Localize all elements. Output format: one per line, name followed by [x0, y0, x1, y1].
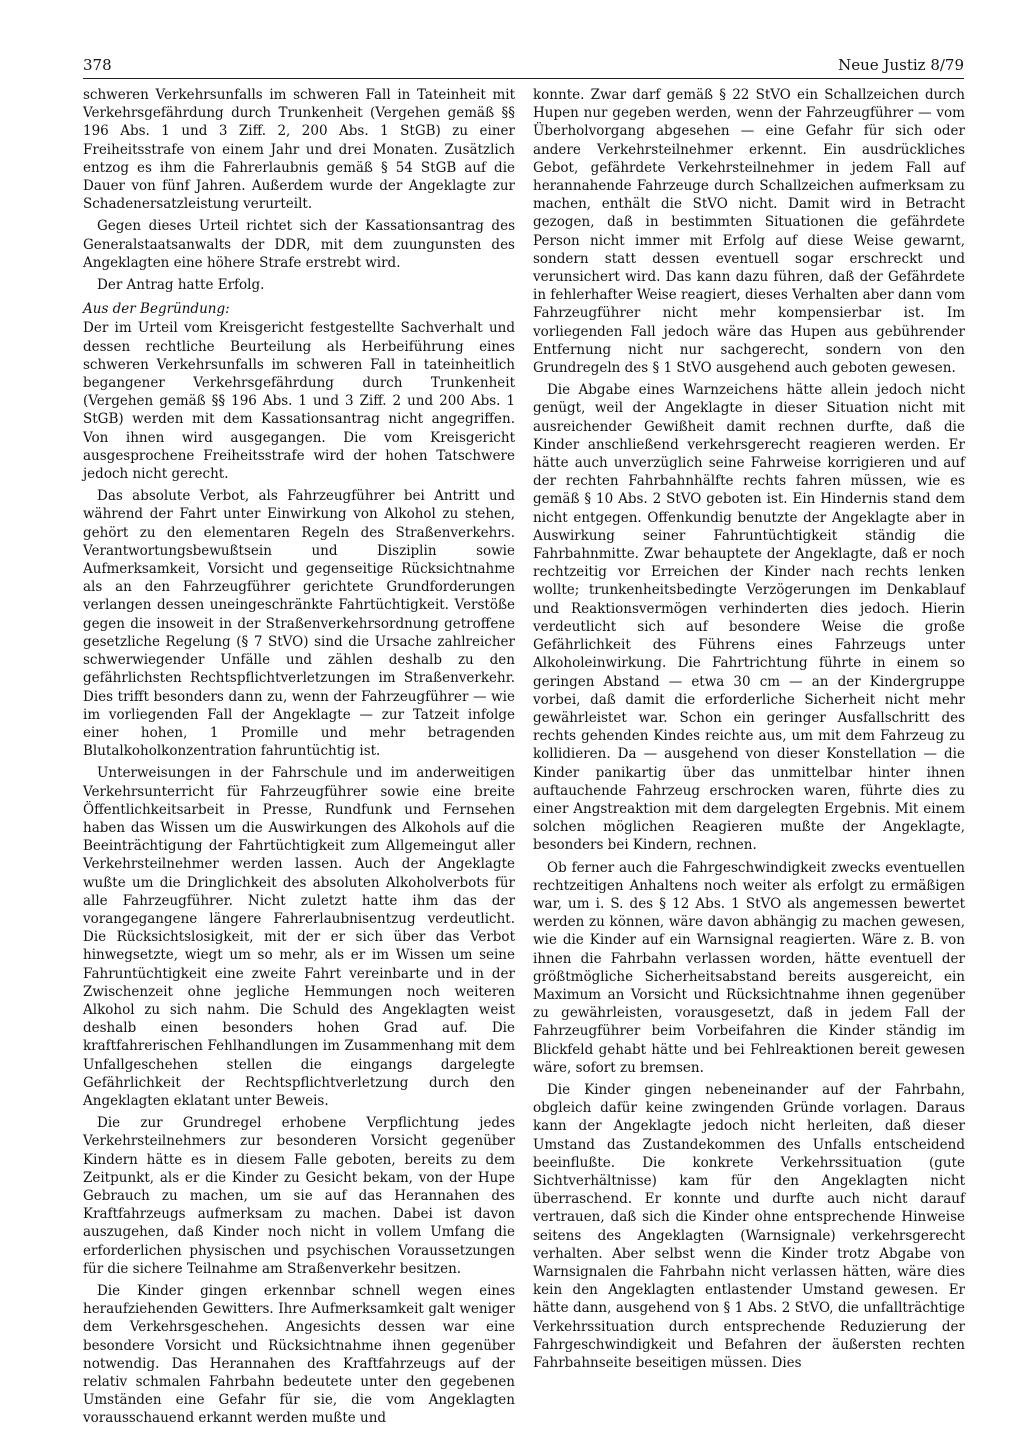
paragraph: schweren Verkehrsunfalls im schweren Fall in Tateinheit mit Verkehrsgefährdung durch Trunkenheit (Vergehen gemäß §§ 196 Abs. 1 und 3 Ziff. 2, 200 Abs. 1 StGB) zu einer Freiheitsstrafe von einem Jahr und drei Monaten. Zusätzlich entzog es ihm die Fahrerlaubnis gemäß § 54 StGB auf die Dauer von fünf Jahren. Außerdem wurde der Angeklagte zur Schadenersatzleistung verurteilt. [83, 87, 515, 213]
paragraph: Gegen dieses Urteil richtet sich der Kassationsantrag des Generalstaatsanwalts der DDR, mit dem zuungunsten des Angeklagten eine höhere Strafe erstrebt wird. [83, 218, 515, 271]
paragraph: konnte. Zwar darf gemäß § 22 StVO ein Schallzeichen durch Hupen nur gegeben werden, wenn der Fahrzeugführer — vom Überholvorgang abgesehen — eine Gefahr für sich oder andere Verkehrsteilnehmer erkennt. Ein ausdrückliches Gebot, gefährdete Verkehrsteilnehmer in jedem Fall auf herannahende Fahrzeuge durch Schallzeichen aufmerksam zu machen, enthält die StVO nicht. Damit wird in Betracht gezogen, daß in bestimmten Situationen die gefährdete Person nicht immer mit Erfolg auf diese Weise gewarnt, sondern statt dessen eventuell sogar erschreckt und verunsichert wird. Das kann dazu führen, daß der Gefährdete in fehlerhafter Weise reagiert, dieses Verhalten aber dann vom Fahrzeugführer nicht mehr kompensierbar ist. Im vorliegenden Fall jedoch wäre das Hupen aus gebührender Entfernung nicht nur sachgerecht, sondern von den Grundregeln des § 1 StVO ausgehend auch geboten gewesen. [533, 87, 965, 377]
paragraph: Der im Urteil vom Kreisgericht festgestellte Sachverhalt und dessen rechtliche Beurteilung als Herbeiführung eines schweren Verkehrsunfalls im schweren Fall in tateinheitlich begangener Verkehrsgefährdung durch Trunkenheit (Vergehen gemäß §§ 196 Abs. 1 und 3 Ziff. 2 und 200 Abs. 1 StGB) werden mit dem Kassationsantrag nicht angegriffen. Von ihnen wird ausgegangen. Die vom Kreisgericht ausgesprochene Freiheitsstrafe wird der hohen Tatschwere jedoch nicht gerecht. [83, 320, 515, 483]
paragraph: Die Kinder gingen erkennbar schnell wegen eines heraufziehenden Gewitters. Ihre Aufmerksamkeit galt weniger dem Verkehrsgeschehen. Angesichts dessen war eine besondere Vorsicht und Rücksichtnahme ihnen gegenüber notwendig. Das Herannahen des Kraftfahrzeugs auf der relativ schmalen Fahrbahn bedeutete unter den gegebenen Umständen eine Gefahr für sie, die vom Angeklagten vorausschauend erkannt werden mußte und [83, 1283, 515, 1427]
section-heading: Aus der Begründung: [83, 301, 230, 318]
right-column [533, 86, 965, 1376]
paragraph: Das absolute Verbot, als Fahrzeugführer bei Antritt und während der Fahrt unter Einwirkung von Alkohol zu stehen, gehört zu den elementaren Regeln des Straßenverkehrs. Verantwortungsbewußtsein und Disziplin sowie Aufmerksamkeit, Vorsicht und gegenseitige Rücksichtnahme als an den Fahrzeugführer gerichtete Grundforderungen verlangen dessen uneingeschränkte Fahrtüchtigkeit. Verstöße gegen die insoweit in der Straßenverkehrsordnung getroffene gesetzliche Regelung (§ 7 StVO) sind die Ursache zahlreicher schwerwiegender Unfälle und zählen deshalb zu den gefährlichsten Rechtspflichtverletzungen im Straßenverkehr. Dies trifft besonders dann zu, wenn der Fahrzeugführer — wie im vorliegenden Fall der Angeklagte — zur Tatzeit infolge einer hohen, 1 Promille und mehr betragenden Blutalkoholkonzentration fahruntüchtig ist. [83, 488, 515, 760]
paragraph: Ob ferner auch die Fahrgeschwindigkeit zwecks eventuellen rechtzeitigen Anhaltens noch weiter als erfolgt zu ermäßigen war, um i. S. des § 12 Abs. 1 StVO als angemessen bewertet werden zu können, wäre davon abhängig zu machen gewesen, wie die Kinder auf ein Warnsignal reagierten. Wäre z. B. von ihnen die Fahrbahn verlassen worden, hätte eventuell der größtmögliche Sicherheitsabstand bereits ausgereicht, ein Maximum an Vorsicht und Rücksichtnahme ihnen gegenüber zu gewährleisten, vorausgesetzt, daß in jedem Fall der Fahrzeugführer beim Vorbeifahren die Kinder ständig im Blickfeld gehabt hätte und bei Fehlreaktionen bereit gewesen wäre, sofort zu bremsen. [533, 859, 965, 1076]
left-column [83, 86, 515, 1432]
page-number: 378 [83, 56, 112, 74]
running-header [83, 52, 964, 79]
paragraph: Unterweisungen in der Fahrschule und im anderweitigen Verkehrsunterricht für Fahrzeugführer sowie eine breite Öffentlichkeitsarbeit in Presse, Rundfunk und Fernsehen haben das Wissen um die Auswirkungen des Alkohols auf die Beeinträchtigung der Fahrtüchtigkeit zum Allgemeingut aller Verkehrsteilnehmer werden lassen. Auch der Angeklagte wußte um die Dringlichkeit des absoluten Alkoholverbots für alle Fahrzeugführer. Nicht zuletzt hatte ihm das der vorangegangene längere Fahrerlaubnisentzug verdeutlicht. Die Rücksichtslosigkeit, mit der er sich über das Verbot hinwegsetzte, wiegt um so mehr, als er im Wissen um seine Fahruntüchtigkeit eine zweite Fahrt vereinbarte und in der Zwischenzeit ohne jegliche Hemmungen noch weiteren Alkohol zu sich nahm. Die Schuld des Angeklagten weist deshalb einen besonders hohen Grad auf. Die kraftfahrerischen Fehlhandlungen im Zusammenhang mit dem Unfallgeschehen stellen die eingangs dargelegte Gefährlichkeit der Rechtspflichtverletzung durch den Angeklagten eklatant unter Beweis. [83, 765, 515, 1109]
paragraph: Die Kinder gingen nebeneinander auf der Fahrbahn, obgleich dafür keine zwingenden Gründe vorlagen. Daraus kann der Angeklagte jedoch nicht herleiten, daß dieser Umstand das Zustandekommen des Unfalls entscheidend beeinflußte. Die konkrete Verkehrssituation (gute Sichtverhältnisse) kam für den Angeklagten nicht überraschend. Er konnte und durfte auch nicht darauf vertrauen, daß sich die Kinder ohne entsprechende Hinweise seitens des Angeklagten (Warnsignale) verkehrsgerecht verhalten. Aber selbst wenn die Kinder trotz Abgabe von Warnsignalen die Fahrbahn nicht verlassen hätten, wäre dies kein den Angeklagten entlastender Umstand gewesen. Er hätte dann, ausgehend von § 1 Abs. 2 StVO, die unfallträchtige Verkehrssituation durch entsprechende Reduzierung der Fahrgeschwindigkeit und Befahren der äußersten rechten Fahrbahnseite beseitigen müssen. Dies [533, 1081, 965, 1372]
paragraph: Die zur Grundregel erhobene Verpflichtung jedes Verkehrsteilnehmers zur besonderen Vorsicht gegenüber Kindern hätte es in diesem Falle geboten, bereits zu dem Zeitpunkt, als er die Kinder zu Gesicht bekam, von der Hupe Gebrauch zu machen, um sie auf das Herannahen des Kraftfahrzeugs aufmerksam zu machen. Dabei ist davon auszugehen, daß Kinder noch nicht in vollem Umfang die erforderlichen physischen und psychischen Voraussetzungen für die sichere Teilnahme am Straßenverkehr besitzen. [83, 1115, 515, 1277]
paragraph: Der Antrag hatte Erfolg. [97, 277, 265, 294]
paragraph: Die Abgabe eines Warnzeichens hätte allein jedoch nicht genügt, weil der Angeklagte in dieser Situation nicht mit ausreichender Gewißheit damit rechnen durfte, daß die Kinder anschließend verkehrsgerecht reagieren werden. Er hätte auch unverzüglich seine Fahrweise korrigieren und auf der rechten Fahrbahnhälfte rechts fahren müssen, wie es gemäß § 10 Abs. 2 StVO geboten ist. Ein Hindernis stand dem nicht entgegen. Offenkundig benutzte der Angeklagte aber in Auswirkung seiner Fahruntüchtigkeit ständig die Fahrbahnmitte. Zwar behauptete der Angeklagte, daß er noch rechtzeitig vor Erreichen der Kinder nach rechts lenken wollte; trunkenheitsbedingte Verzögerungen im Denkablauf und Reaktionsvermögen verhinderten dies jedoch. Hierin verdeutlicht sich auf besondere Weise die große Gefährlichkeit des Führens eines Fahrzeugs unter Alkoholeinwirkung. Die Fahrtrichtung führte in einem so geringen Abstand — etwa 30 cm — an der Kindergruppe vorbei, daß damit die erforderliche Sicherheit nicht mehr gewährleistet war. Schon ein geringer Ausfallschritt des rechts gehenden Kindes reichte aus, um mit dem Fahrzeug zu kollidieren. Da — ausgehend von dieser Konstellation — die Kinder panikartig über das unmittelbar hinter ihnen auftauchende Fahrzeug erschrocken waren, führte dies zu einer Angstreaktion mit dem dargelegten Ergebnis. Mit einem solchen möglichen Reagieren mußte der Angeklagte, besonders bei Kindern, rechnen. [533, 382, 965, 854]
journal-issue: Neue Justiz 8/79 [838, 56, 964, 74]
